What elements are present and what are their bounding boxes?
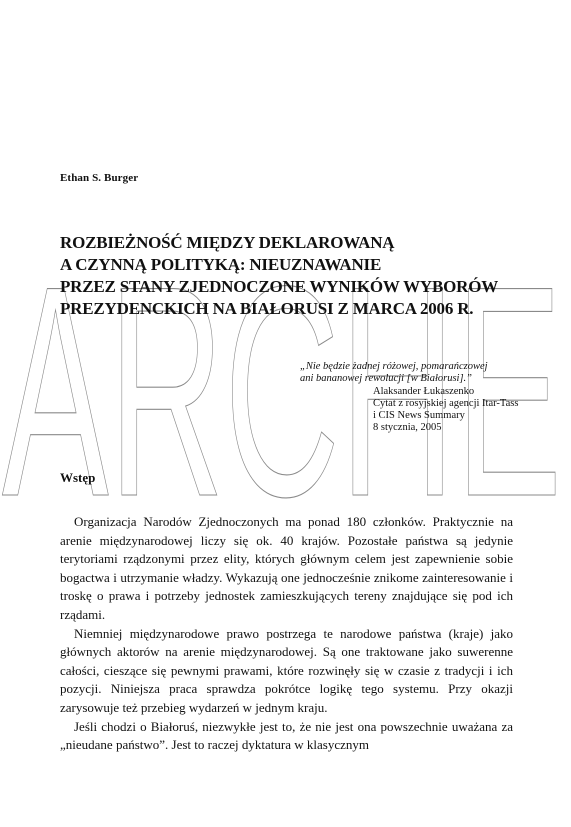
epigraph-source: i CIS News Summary	[373, 410, 465, 421]
title-line: PRZEZ STANY ZJEDNOCZONE WYNIKÓW WYBORÓW	[60, 277, 499, 296]
epigraph-quote-line: „Nie będzie żadnej różowej, pomarańczowej	[300, 361, 488, 372]
paragraph: Organizacja Narodów Zjednoczonych ma ponad 180 członków. Praktycznie na arenie międzynarodowej liczy się ok. 40 krajów. Pozostałe państwa są jedynie terytoriami rządzonymi przez elity, których głównym celem jest zapewnienie sobie bogactwa i utrzymanie władzy. Wykazują one jednocześnie znikome zainteresowanie i troskę o prawa i potrzeby jednostek zamieszkujących tereny znajdujące się pod ich rządami.	[60, 514, 513, 622]
paragraph: Jeśli chodzi o Białoruś, niezwykłe jest to, że nie jest ona powszechnie uważana za „nieudane państwo”. Jest to raczej dyktatura w klasycznym	[60, 718, 513, 753]
epigraph-source: Cytat z rosyjskiej agencji Itar-Tass	[373, 398, 519, 409]
author-name: Ethan S. Burger	[60, 172, 139, 184]
section-heading: Wstęp	[60, 470, 96, 485]
epigraph	[300, 361, 530, 434]
title-line: A CZYNNĄ POLITYKĄ: NIEUZNAWANIE	[60, 255, 382, 274]
paragraph: Niemniej międzynarodowe prawo postrzega te narodowe państwa (kraje) jako głównych aktorów na arenie międzynarodowej. Są one traktowane jako suwerenne całości, cieszące się pewnymi prawami, które rozwinęły się w czasie z tradycji i ich pozycji. Niniejsza praca sprawdza pokrótce logikę tego systemu. Przy okazji zarysowuje też przebieg wydarzeń w jednym kraju.	[60, 625, 513, 715]
title-line: ROZBIEŻNOŚĆ MIĘDZY DEKLAROWANĄ	[60, 233, 395, 252]
title-line: PREZYDENCKICH NA BIAŁORUSI Z MARCA 2006 R.	[60, 299, 474, 318]
watermark-text: ARCHE	[2, 223, 562, 559]
body-text	[60, 513, 513, 755]
epigraph-quote-line: ani bananowej rewolucji [w Białorusi].”	[300, 373, 472, 384]
epigraph-date: 8 stycznia, 2005	[373, 422, 442, 433]
epigraph-quote	[300, 361, 530, 385]
epigraph-attribution	[373, 386, 530, 434]
article-title	[60, 232, 530, 320]
epigraph-author: Alaksander Łukaszenko	[373, 386, 475, 397]
